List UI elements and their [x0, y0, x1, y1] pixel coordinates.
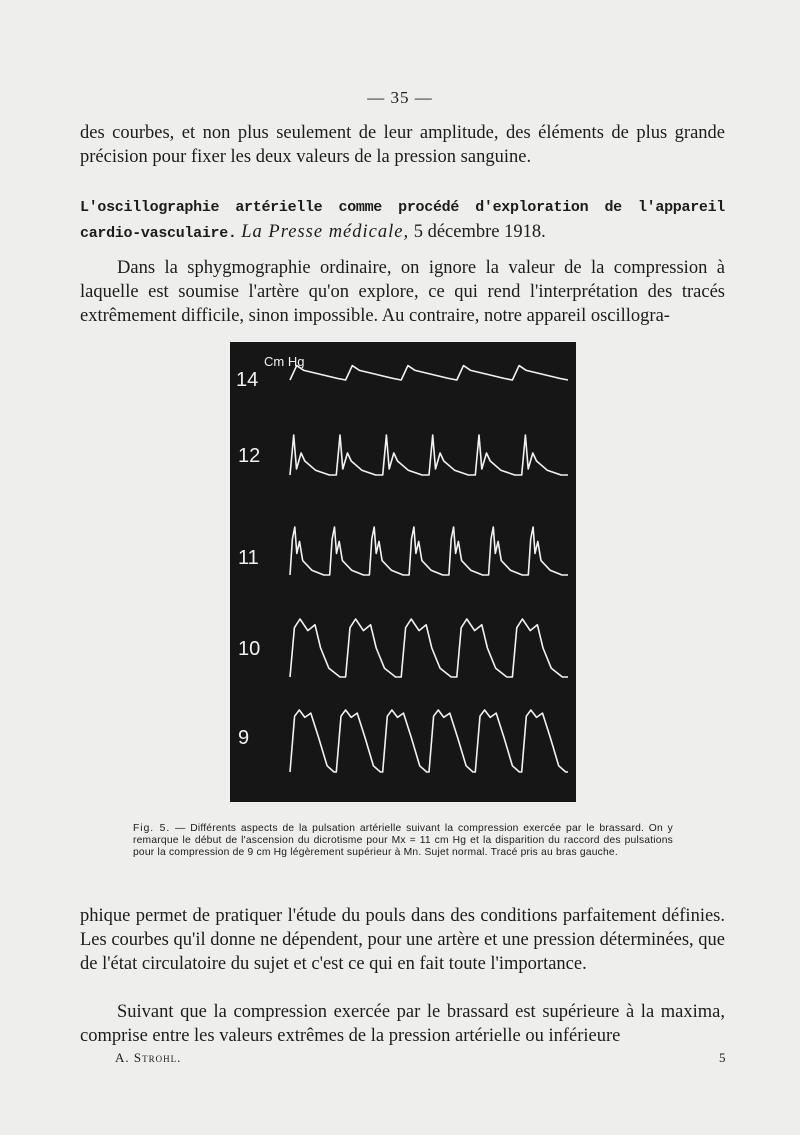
pulse-trace: [290, 527, 568, 575]
reference-date: 5 décembre 1918.: [413, 222, 546, 242]
pulse-trace: [290, 366, 568, 380]
footer-signature: 5: [719, 1050, 726, 1065]
reference-title: L'oscillographie artérielle comme procédé d'exploration de l'appareil cardio-vasculaire.: [80, 199, 725, 242]
unit-label: Cm Hg: [264, 354, 305, 369]
pulse-trace: [290, 710, 568, 772]
figure-caption-text: — Différents aspects de la pulsation artérielle suivant la compression exercée par le brassard. On y remarque le début de l'ascension du dicrotisme pour Mx = 11 cm Hg et la disparition du raccord des pulsations pour la compression de 9 cm Hg légèrement supérieur à Mn. Sujet normal. Tracé pris au bras gauche.: [133, 823, 674, 858]
trace-pressure-label: 14: [236, 369, 259, 391]
figure-caption: [133, 823, 673, 859]
trace-pressure-label: 10: [238, 638, 261, 660]
paragraph-sphygmographie: Dans la sphygmographie ordinaire, on ignore la valeur de la compression à laquelle est soumise l'artère qu'on explore, ce qui rend l'interprétation des tracés extrêmement difficile, sinon impossible. Au contraire, notre appareil oscillogra-: [80, 258, 725, 326]
paragraph-continued: des courbes, et non plus seulement de leur amplitude, des éléments de plus grande précision pour fixer les deux valeurs de la pression sanguine.: [80, 123, 725, 167]
reference-citation: [80, 194, 725, 246]
pulse-trace: [290, 619, 568, 677]
trace-pressure-label: 12: [238, 445, 261, 467]
trace-pressure-label: 9: [238, 727, 250, 749]
trace-pressure-label: 11: [238, 547, 259, 569]
paragraph-compression: Suivant que la compression exercée par le brassard est supérieure à la maxima, comprise entre les valeurs extrêmes de la pression artérielle ou inférieure: [80, 1002, 725, 1046]
oscillogram-figure: [230, 342, 576, 802]
figure-label: Fig. 5.: [133, 823, 171, 834]
pulse-trace: [290, 435, 568, 475]
paragraph-pouls: phique permet de pratiquer l'étude du pouls dans des conditions parfaitement définies. Les courbes qu'il donne ne dépendent, pour une artère et une pression déterminées, que de l'état circulatoire du sujet et c'est ce qui en fait toute l'importance.: [80, 906, 725, 974]
oscillogram-traces: [230, 342, 576, 802]
page-number: — 35 —: [367, 88, 433, 107]
reference-journal: La Presse médicale,: [241, 222, 410, 242]
footer-author: A. Strohl.: [115, 1050, 182, 1065]
